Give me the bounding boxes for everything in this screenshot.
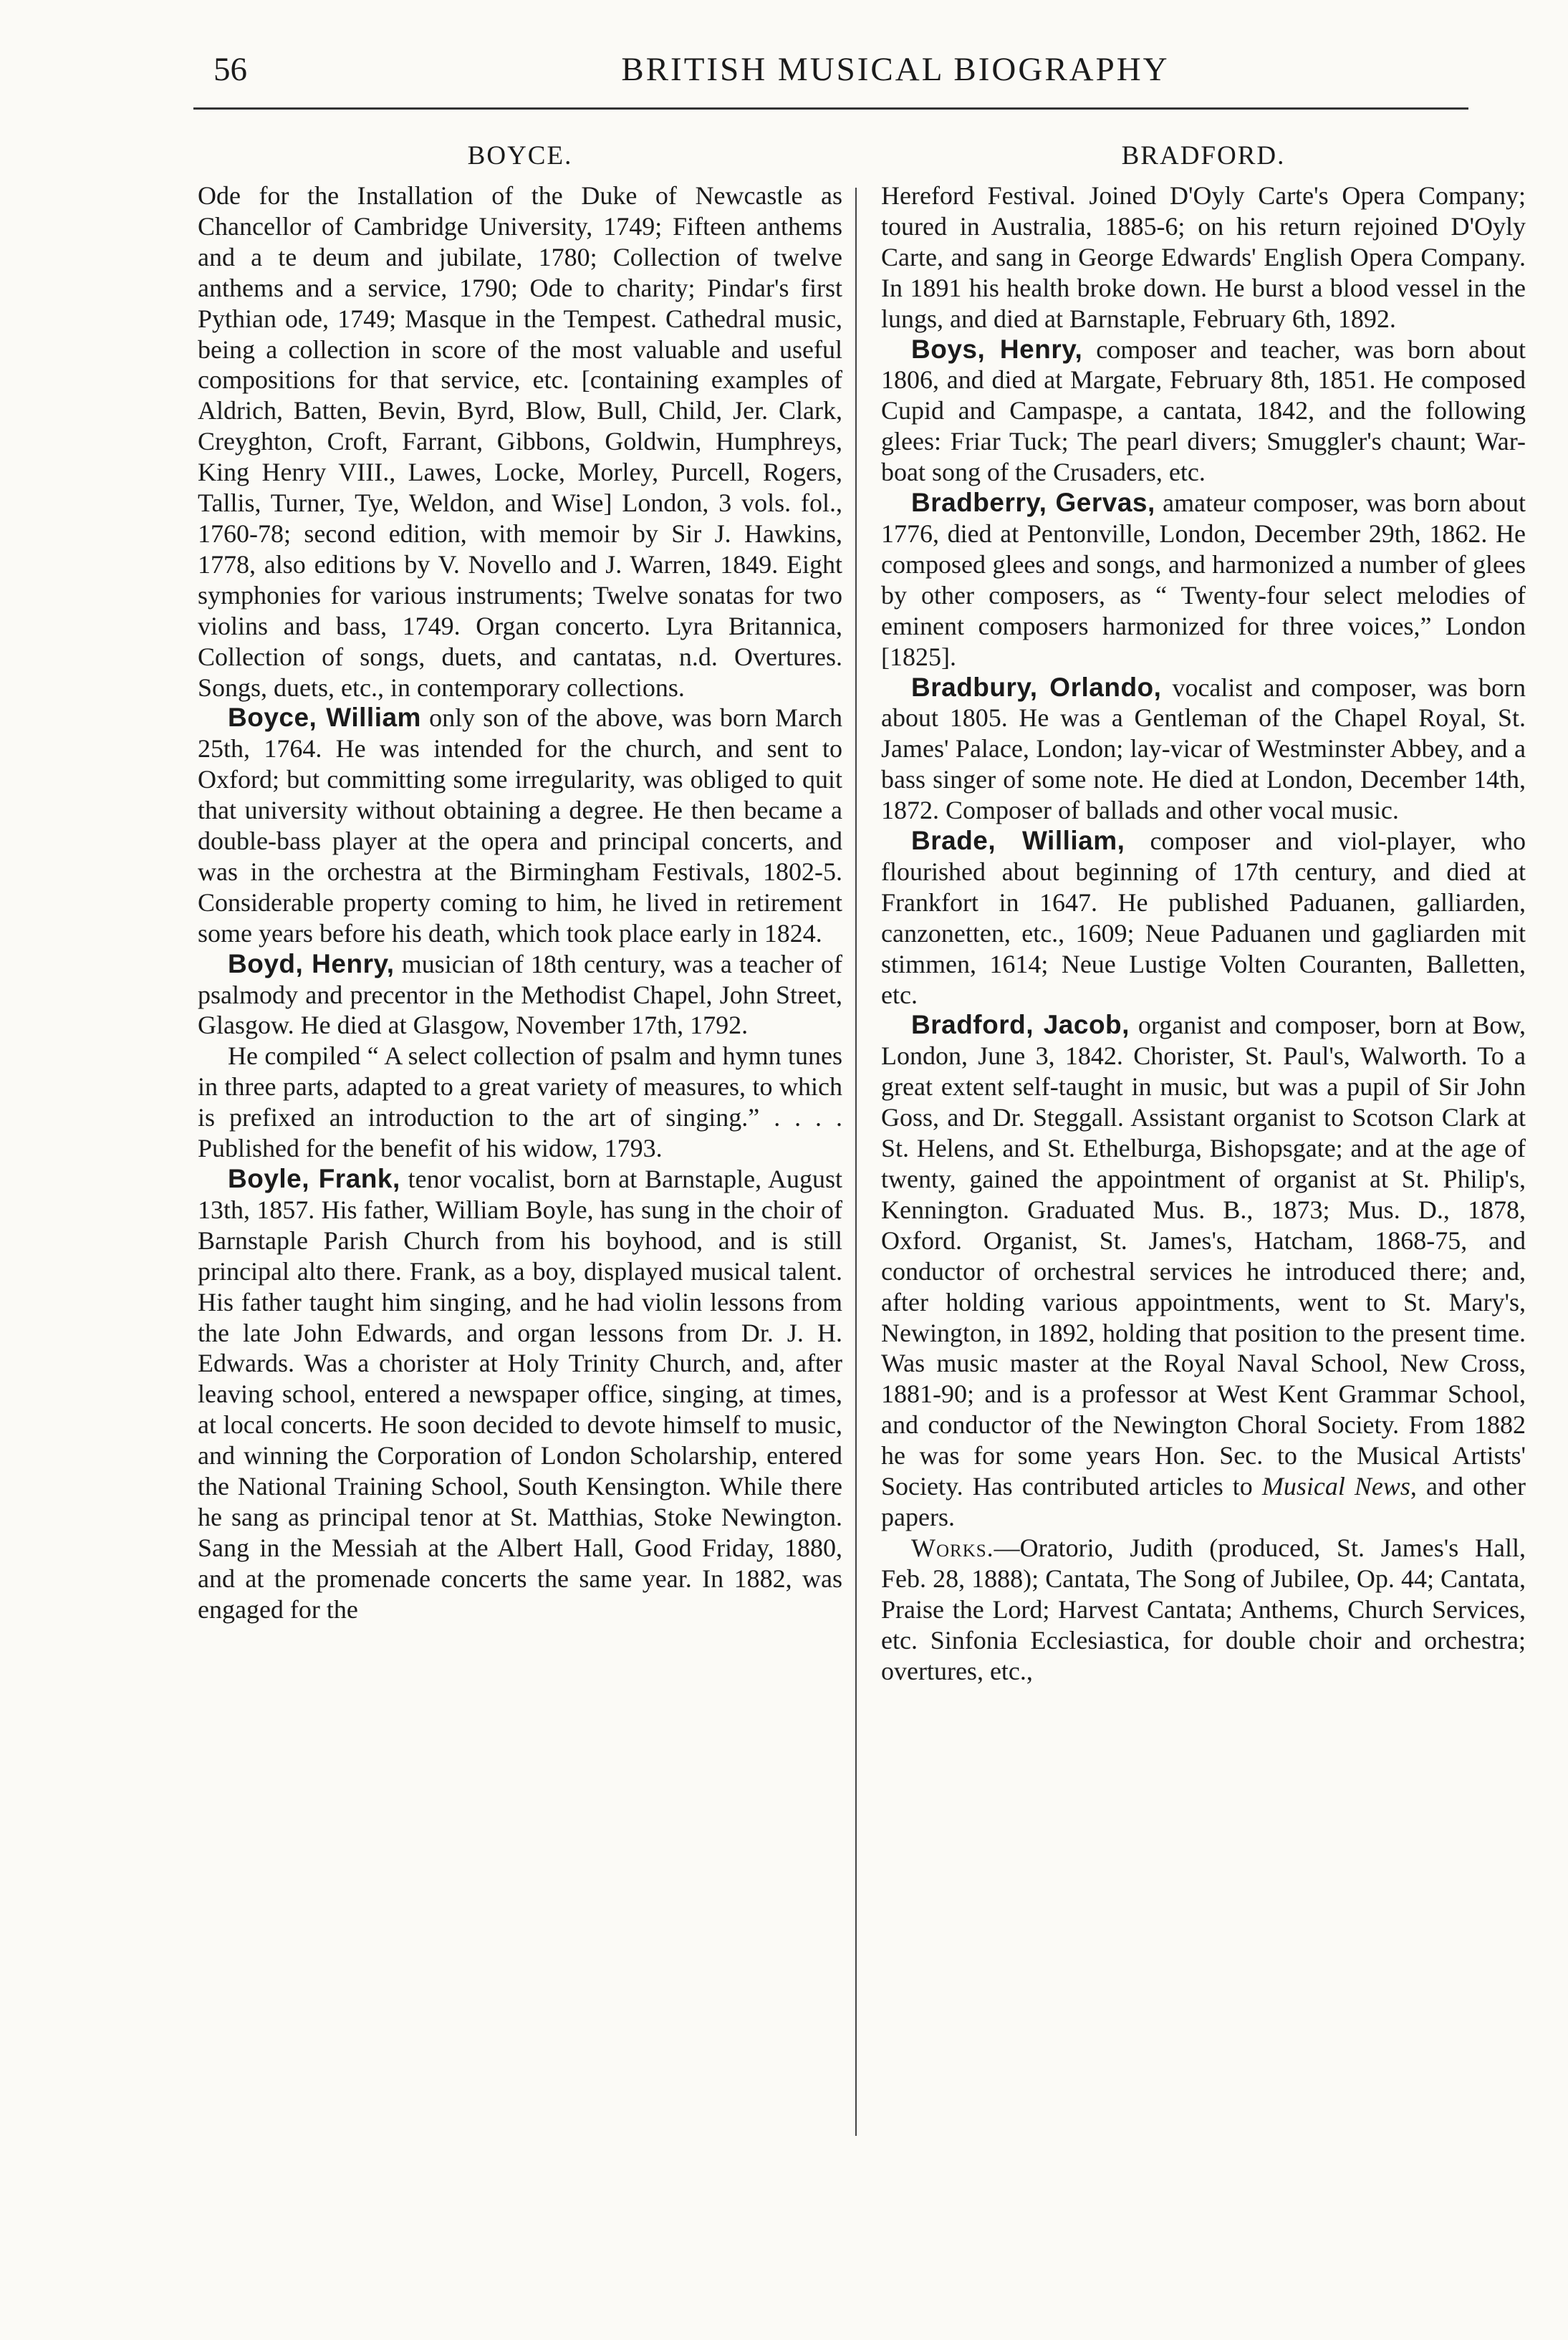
page-number: 56 [213, 51, 247, 88]
entry-boyd-henry-continued [198, 1041, 842, 1164]
entry-text: tenor vocalist, born at Barnstaple, August 13th, 1857. His father, William Boyle, has sung in the choir of Barnstaple Parish Church from his boyhood, and is still principal alto there. Frank, as a boy, displayed musical talent. His father taught him singing, and he had violin lessons from the late John Edwards, and organ lessons from Dr. J. H. Edwards. Was a chorister at Holy Trinity Church, and, after leaving school, entered a newspaper office, singing, at times, at local concerts. He soon decided to devote himself to music, and winning the Corporation of London Scholarship, entered the National Training School, South Kensington. While there he sang as principal tenor at St. Matthias, Stoke Newington. Sang in the Messiah at the Albert Hall, Good Friday, 1880, and at the promenade concerts the same year. In 1882, was engaged for the [198, 1165, 842, 1624]
entry-text: vocalist and composer, was born about 1805. He was a Gentleman of the Chapel Royal, St. James' Palace, London; lay-vicar of Westminster Abbey, and a bass singer of some note. He died at London, December 14th, 1872. Composer of ballads and other vocal music. [881, 673, 1526, 825]
entry-boyle-frank [198, 1164, 842, 1625]
entry-headword: Bradbury, Orlando, [911, 672, 1162, 702]
entry-bradberry-gervas [881, 488, 1526, 672]
entry-text: musician of 18th century, was a teacher of psalmody and precentor in the Methodist Chapel, John Street, Glasgow. He died at Glasgow, November 17th, 1792. [198, 949, 842, 1040]
entry-brade-william [881, 826, 1526, 1010]
entry-text: only son of the above, was born March 25th, 1764. He was intended for the church, and sent to Oxford; but committing some irregularity, was obliged to quit that university without obtaining a degree. He then became a double-bass player at the opera and principal concerts, and was in the orchestra at the Birmingham Festivals, 1802-5. Considerable property coming to him, he lived in retirement some years before his death, which took place early in 1824. [198, 703, 842, 948]
entry-bradford-works [881, 1533, 1526, 1687]
entry-text: organist and composer, born at Bow, London, June 3, 1842. Chorister, St. Paul's, Walworth. To a great extent self-taught in music, but was a pupil of Sir John Goss, and Dr. Steggall. Assistant organist to Scotson Clark at St. Helens, and St. Ethelburga, Bishopsgate; and at the age of twenty, gained the appointment of organist at St. Philip's, Kennington. Graduated Mus. B., 1873; Mus. D., 1878, Oxford. Organist, St. James's, Hatcham, 1868-75, and conductor of orchestral services he introduced there; and, after holding various appointments, went to St. Mary's, Newington, in 1892, holding that position to the present time. Was music master at the Royal Naval School, New Cross, 1881-90; and is a professor at West Kent Grammar School, and conductor of the Newington Choral Society. From 1882 he was for some years Hon. Sec. to the Musical Artists' Society. Has contributed articles to [881, 1011, 1526, 1501]
right-column [881, 140, 1526, 1686]
entry-boyce-continued [198, 180, 842, 703]
entry-headword: Boyle, Frank, [228, 1164, 400, 1193]
entry-headword: Boyce, William [228, 703, 421, 733]
entry-bradford-jacob [881, 1010, 1526, 1532]
entry-headword: Boyd, Henry, [228, 948, 395, 978]
entry-boyd-henry [198, 949, 842, 1041]
entry-headword: Boys, Henry, [911, 334, 1083, 364]
entry-text: Hereford Festival. Joined D'Oyly Carte's Opera Company; toured in Australia, 1885-6; on his return rejoined D'Oyly Carte, and sang in George Edwards' English Opera Company. In 1891 his health broke down. He burst a blood vessel in the lungs, and died at Barnstaple, February 6th, 1892. [881, 181, 1526, 333]
column-divider [855, 188, 857, 2136]
entry-text: composer and teacher, was born about 1806, and died at Margate, February 8th, 1851. He composed Cupid and Campaspe, a cantata, 1842, and the following glees: Friar Tuck; The pearl divers; Smuggler's chaunt; War-boat song of the Crusaders, etc. [881, 334, 1526, 487]
header-rule [193, 107, 1468, 110]
left-guide-word: BOYCE. [467, 141, 573, 170]
entry-text: amateur composer, was born about 1776, died at Pentonville, London, December 29th, 1862. He composed glees and songs, and harmonized a number of glees by other composers, as “ Twenty-four select melodies of eminent composers harmonized for three voices,” London [1825]. [881, 488, 1526, 671]
entry-text: Ode for the Installation of the Duke of Newcastle as Chancellor of Cambridge University, 1749; Fifteen anthems and a te deum and jubilate, 1780; Collection of twelve anthems and a service, 1790; Ode to charity; Pindar's first Pythian ode, 1749; Masque in the Tempest. Cathedral music, being a collection in score of the most valuable and useful compositions for that service, etc. [containing examples of Aldrich, Batten, Bevin, Byrd, Blow, Bull, Child, Jer. Clark, Creyghton, Croft, Farrant, Gibbons, Goldwin, Humphreys, King Henry VIII., Lawes, Locke, Morley, Purcell, Rogers, Tallis, Turner, Tye, Weldon, and Wise] London, 3 vols. fol., 1760-78; second edition, with memoir by Sir J. Hawkins, 1778, also editions by V. Novello and J. Warren, 1849. Eight symphonies for various instruments; Twelve sonatas for two violins and bass, 1749. Organ concerto. Lyra Britannica, Collection of songs, duets, and cantatas, n.d. Overtures. Songs, duets, etc., in contemporary collections. [198, 181, 842, 702]
entry-boyce-william [198, 703, 842, 948]
entry-bradbury-orlando [881, 673, 1526, 827]
entry-italic-title: Musical News [1261, 1472, 1410, 1501]
entry-text: composer and viol-player, who flourished about beginning of 17th century, and died at Frankfort in 1647. He published Paduanen, galliarden, canzonetten, etc., 1609; Neue Paduanen und gagliarden mit stimmen, 1614; Neue Lustige Volten Couranten, Balletten, etc. [881, 827, 1526, 1009]
entry-boyle-continued [881, 180, 1526, 334]
entry-text-tail: , and other papers. [881, 1472, 1526, 1531]
page-header [193, 42, 1468, 106]
entry-boys-henry [881, 334, 1526, 488]
entry-headword: Bradberry, Gervas, [911, 488, 1155, 518]
right-guide-word: BRADFORD. [1121, 141, 1286, 170]
entry-headword: Bradford, Jacob, [911, 1010, 1130, 1040]
entry-headword: Brade, William, [911, 826, 1125, 856]
works-lead: Works. [911, 1533, 994, 1562]
running-title: BRITISH MUSICAL BIOGRAPHY [621, 51, 1170, 88]
entry-text: —Oratorio, Judith (produced, St. James's Hall, Feb. 28, 1888); Cantata, The Song of Jubilee, Op. 44; Cantata, Praise the Lord; Harvest Cantata; Anthems, Church Services, etc. Sinfonia Ecclesiastica, for double choir and orchestra; overtures, etc., [881, 1533, 1526, 1685]
entry-text: He compiled “ A select collection of psalm and hymn tunes in three parts, adapted to a great variety of measures, to which is prefixed an introduction to the art of singing.” . . . . Published for the benefit of his widow, 1793. [198, 1041, 842, 1163]
left-column [198, 140, 842, 1625]
